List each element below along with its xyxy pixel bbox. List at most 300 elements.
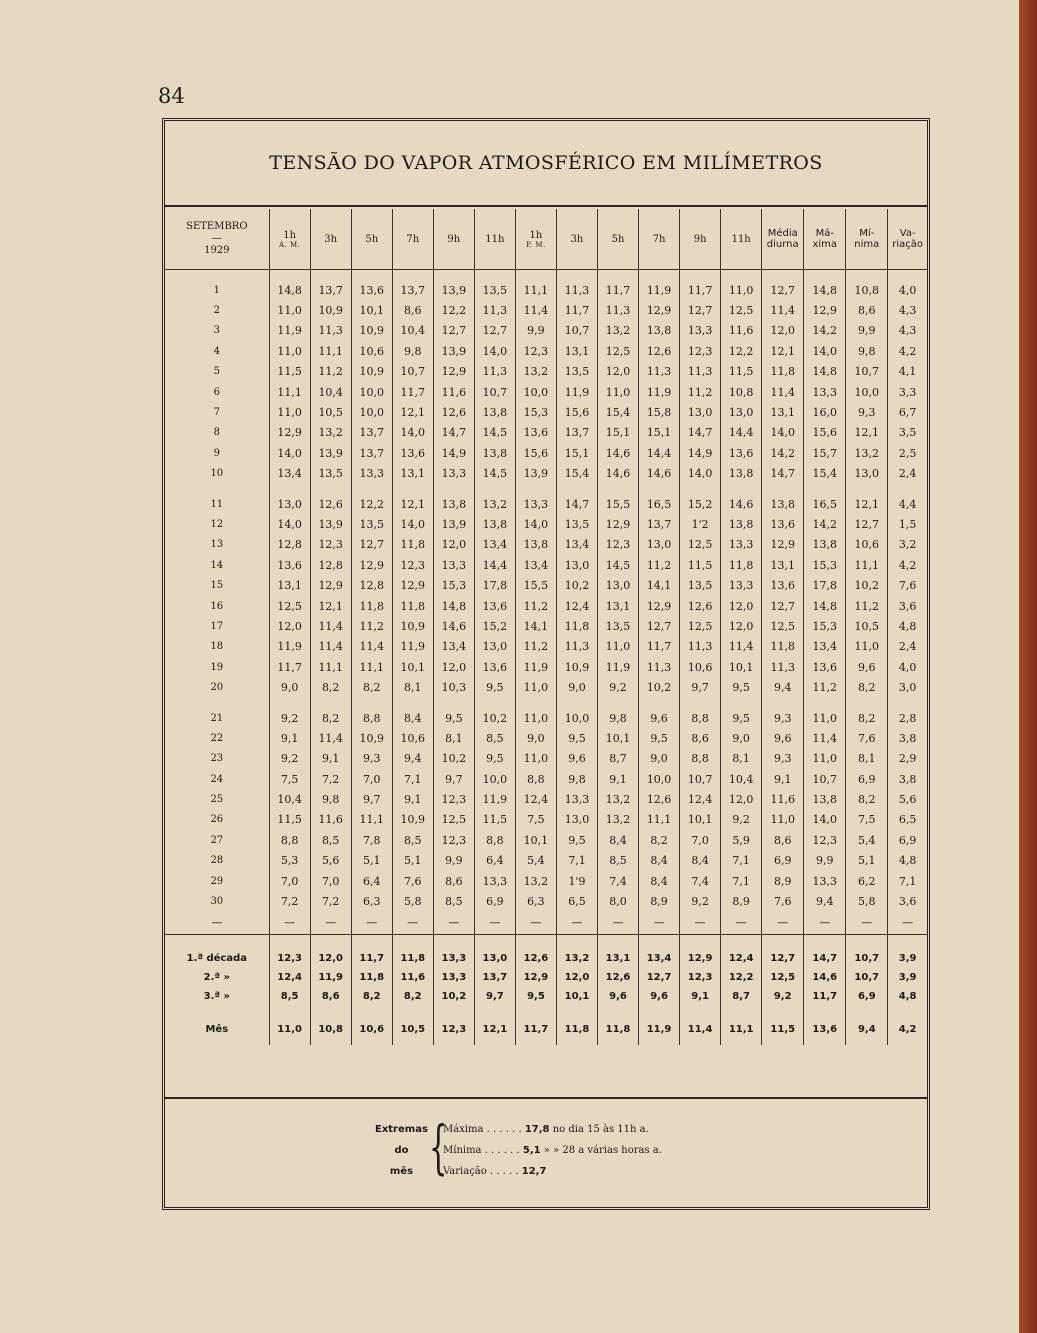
value-cell: 8,5 — [433, 891, 474, 911]
value-cell: 11,4 — [680, 1006, 721, 1045]
value-cell: 10,4 — [721, 769, 762, 789]
value-cell: 11,7 — [639, 637, 680, 657]
value-cell: 14,8 — [804, 270, 846, 301]
value-cell: 6,4 — [474, 851, 515, 871]
value-cell: 9,0 — [269, 677, 310, 697]
value-cell: 12,0 — [556, 968, 597, 987]
value-cell: 3,6 — [888, 596, 927, 616]
value-cell: 11,0 — [721, 270, 762, 301]
value-cell: 10,0 — [474, 769, 515, 789]
value-cell: 11,0 — [804, 749, 846, 769]
value-cell: 13,1 — [556, 341, 597, 361]
value-cell: 9,3 — [351, 749, 392, 769]
value-cell: 11,0 — [598, 637, 639, 657]
value-cell: 7,8 — [351, 830, 392, 850]
header-3am: 3h — [310, 209, 351, 270]
title-box — [165, 121, 927, 207]
value-cell: 12,1 — [846, 484, 888, 514]
value-cell: 4,2 — [888, 555, 927, 575]
value-cell: 9,7 — [433, 769, 474, 789]
value-cell: 8,8 — [351, 698, 392, 728]
value-cell: 11,3 — [310, 321, 351, 341]
value-cell: 11,6 — [310, 810, 351, 830]
value-cell: 11,7 — [515, 1006, 556, 1045]
value-cell: 10,7 — [392, 362, 433, 382]
row-label: 7 — [213, 407, 220, 419]
value-cell: 13,6 — [515, 423, 556, 443]
value-cell: 4,2 — [888, 1006, 927, 1045]
value-cell: 11,7 — [804, 987, 846, 1006]
value-cell: 6,3 — [515, 891, 556, 911]
value-cell: 10,0 — [639, 769, 680, 789]
day-row — [165, 514, 927, 534]
value-cell: 4,3 — [888, 321, 927, 341]
value-cell: 5,8 — [846, 891, 888, 911]
value-cell: 12,9 — [351, 555, 392, 575]
value-cell: 10,7 — [846, 362, 888, 382]
value-cell: 12,1 — [762, 341, 804, 361]
value-cell: 13,2 — [598, 810, 639, 830]
value-cell: 11,3 — [680, 362, 721, 382]
value-cell: 11,4 — [310, 616, 351, 636]
value-cell: 12,6 — [639, 341, 680, 361]
value-cell: 10,1 — [556, 987, 597, 1006]
value-cell: 10,8 — [846, 270, 888, 301]
value-cell: 11,8 — [392, 934, 433, 968]
value-cell: 13,3 — [474, 871, 515, 891]
value-cell: 10,5 — [310, 402, 351, 422]
value-cell: 10,4 — [392, 321, 433, 341]
value-cell: 12,8 — [310, 555, 351, 575]
extremes-lines — [443, 1119, 662, 1182]
value-cell: 11,9 — [310, 968, 351, 987]
table-body — [165, 270, 927, 1045]
value-cell: 9,4 — [846, 1006, 888, 1045]
value-cell: 13,9 — [515, 464, 556, 484]
value-cell: 10,7 — [846, 968, 888, 987]
dash-cell: — — [392, 912, 433, 935]
value-cell: 9,0 — [556, 677, 597, 697]
value-cell: 9,5 — [474, 749, 515, 769]
day-row — [165, 270, 927, 301]
value-cell: 13,5 — [598, 616, 639, 636]
value-cell: 10,7 — [474, 382, 515, 402]
value-cell: 11,8 — [762, 362, 804, 382]
value-cell: 13,5 — [310, 464, 351, 484]
value-cell: 8,5 — [392, 830, 433, 850]
value-cell: 12,6 — [639, 789, 680, 809]
value-cell: 10,0 — [351, 402, 392, 422]
extremes-brace: { — [429, 1113, 448, 1181]
value-cell: 11,4 — [351, 637, 392, 657]
value-cell: 6,3 — [351, 891, 392, 911]
value-cell: 8,2 — [846, 698, 888, 728]
value-cell: 12,8 — [351, 575, 392, 595]
value-cell: 10,0 — [846, 382, 888, 402]
value-cell: 11,9 — [639, 270, 680, 301]
value-cell: 12,3 — [680, 968, 721, 987]
value-cell: 10,5 — [846, 616, 888, 636]
value-cell: 14,7 — [556, 484, 597, 514]
value-cell: 14,7 — [680, 423, 721, 443]
value-cell: 14,0 — [762, 423, 804, 443]
value-cell: 2,8 — [888, 698, 927, 728]
dash-cell: — — [211, 916, 223, 930]
row-label: 5 — [213, 366, 220, 378]
value-cell: 15,4 — [804, 464, 846, 484]
value-cell: 8,6 — [680, 728, 721, 748]
value-cell: 14,7 — [762, 464, 804, 484]
value-cell: 3,8 — [888, 728, 927, 748]
value-cell: 13,9 — [433, 514, 474, 534]
value-cell: 9,2 — [680, 891, 721, 911]
value-cell: 14,0 — [515, 514, 556, 534]
row-label: 27 — [210, 834, 224, 846]
value-cell: 14,0 — [392, 514, 433, 534]
value-cell: 12,3 — [433, 1006, 474, 1045]
value-cell: 8,2 — [351, 987, 392, 1006]
value-cell: 13,9 — [310, 443, 351, 463]
extreme-var-value: 12,7 — [521, 1166, 547, 1177]
value-cell: 14,0 — [474, 341, 515, 361]
day-row — [165, 851, 927, 871]
extreme-var-label: Variação . . . . . — [443, 1166, 519, 1177]
value-cell: 12,3 — [433, 789, 474, 809]
day-row — [165, 362, 927, 382]
value-cell: 8,2 — [392, 987, 433, 1006]
value-cell: 1'9 — [556, 871, 597, 891]
value-cell: 11,6 — [392, 968, 433, 987]
value-cell: 14,5 — [474, 423, 515, 443]
value-cell: 11,3 — [762, 657, 804, 677]
value-cell: 10,0 — [556, 698, 597, 728]
value-cell: 8,8 — [269, 830, 310, 850]
value-cell: 11,5 — [762, 1006, 804, 1045]
value-cell: 11,8 — [556, 616, 597, 636]
value-cell: 10,6 — [392, 728, 433, 748]
value-cell: 12,7 — [433, 321, 474, 341]
value-cell: 13,4 — [556, 535, 597, 555]
value-cell: 11,9 — [515, 657, 556, 677]
day-row — [165, 749, 927, 769]
value-cell: 9,8 — [846, 341, 888, 361]
value-cell: 12,5 — [721, 300, 762, 320]
value-cell: 11,1 — [351, 810, 392, 830]
value-cell: 12,0 — [721, 596, 762, 616]
value-cell: 8,5 — [269, 987, 310, 1006]
dash-cell: — — [762, 912, 804, 935]
value-cell: 6,9 — [762, 851, 804, 871]
value-cell: 15,7 — [804, 443, 846, 463]
value-cell: 12,9 — [310, 575, 351, 595]
value-cell: 7,6 — [762, 891, 804, 911]
day-row — [165, 871, 927, 891]
vapor-pressure-table — [165, 209, 927, 1045]
value-cell: 13,6 — [762, 575, 804, 595]
value-cell: 12,4 — [515, 789, 556, 809]
value-cell: 5,1 — [392, 851, 433, 871]
value-cell: 9,5 — [515, 987, 556, 1006]
row-label: 19 — [210, 661, 224, 673]
value-cell: 13,8 — [474, 443, 515, 463]
value-cell: 14,5 — [474, 464, 515, 484]
value-cell: 12,5 — [433, 810, 474, 830]
row-label: 3 — [213, 325, 220, 337]
value-cell: 11,0 — [846, 637, 888, 657]
day-row — [165, 698, 927, 728]
page-title: TENSÃO DO VAPOR ATMOSFÉRICO EM MILÍMETROS — [269, 152, 823, 174]
value-cell: 13,3 — [433, 934, 474, 968]
value-cell: 12,5 — [762, 968, 804, 987]
value-cell: 14,0 — [269, 514, 310, 534]
value-cell: 11,5 — [269, 810, 310, 830]
value-cell: 13,7 — [310, 270, 351, 301]
value-cell: 8,7 — [721, 987, 762, 1006]
value-cell: 14,6 — [639, 464, 680, 484]
value-cell: 12,0 — [310, 934, 351, 968]
value-cell: 12,0 — [721, 789, 762, 809]
value-cell: 10,1 — [680, 810, 721, 830]
value-cell: 9,8 — [392, 341, 433, 361]
value-cell: 3,9 — [888, 934, 927, 968]
value-cell: 9,7 — [474, 987, 515, 1006]
value-cell: 11,1 — [639, 810, 680, 830]
value-cell: 4,8 — [888, 616, 927, 636]
extremes-label-2: do — [394, 1145, 409, 1156]
value-cell: 3,8 — [888, 769, 927, 789]
value-cell: 11,9 — [556, 382, 597, 402]
value-cell: 12,5 — [680, 616, 721, 636]
dash-row — [165, 912, 927, 935]
value-cell: 12,6 — [310, 484, 351, 514]
value-cell: 8,8 — [474, 830, 515, 850]
value-cell: 4,1 — [888, 362, 927, 382]
value-cell: 11,2 — [846, 596, 888, 616]
value-cell: 11,3 — [598, 300, 639, 320]
value-cell: 13,3 — [515, 484, 556, 514]
value-cell: 10,7 — [556, 321, 597, 341]
value-cell: 12,0 — [721, 616, 762, 636]
value-cell: 7,4 — [598, 871, 639, 891]
value-cell: 10,9 — [556, 657, 597, 677]
extreme-min-line — [443, 1140, 662, 1161]
value-cell: 15,3 — [515, 402, 556, 422]
day-row — [165, 810, 927, 830]
value-cell: 13,0 — [846, 464, 888, 484]
value-cell: 9,5 — [556, 830, 597, 850]
value-cell: 7,5 — [846, 810, 888, 830]
value-cell: 15,6 — [515, 443, 556, 463]
day-row — [165, 596, 927, 616]
value-cell: 9,4 — [804, 891, 846, 911]
value-cell: 11,9 — [392, 637, 433, 657]
value-cell: 9,5 — [433, 698, 474, 728]
value-cell: 9,1 — [762, 769, 804, 789]
value-cell: 11,0 — [515, 698, 556, 728]
value-cell: 13,0 — [474, 934, 515, 968]
value-cell: 13,2 — [846, 443, 888, 463]
value-cell: 16,5 — [804, 484, 846, 514]
value-cell: 15,6 — [556, 402, 597, 422]
value-cell: 11,8 — [598, 1006, 639, 1045]
header-1am: 1h A. M. — [269, 209, 310, 270]
value-cell: 8,0 — [598, 891, 639, 911]
value-cell: 11,3 — [680, 637, 721, 657]
value-cell: 9,2 — [721, 810, 762, 830]
value-cell: 11,6 — [433, 382, 474, 402]
value-cell: 8,9 — [762, 871, 804, 891]
value-cell: 12,7 — [474, 321, 515, 341]
value-cell: 11,4 — [762, 382, 804, 402]
value-cell: 10,1 — [721, 657, 762, 677]
value-cell: 10,9 — [351, 728, 392, 748]
dash-cell: — — [351, 912, 392, 935]
value-cell: 14,8 — [804, 362, 846, 382]
value-cell: 11,3 — [474, 362, 515, 382]
value-cell: 11,6 — [721, 321, 762, 341]
row-label: 18 — [210, 641, 224, 653]
value-cell: 13,3 — [680, 321, 721, 341]
value-cell: 8,1 — [392, 677, 433, 697]
value-cell: 11,9 — [598, 657, 639, 677]
value-cell: 11,4 — [804, 728, 846, 748]
value-cell: 12,9 — [433, 362, 474, 382]
value-cell: 7,5 — [269, 769, 310, 789]
value-cell: 2,9 — [888, 749, 927, 769]
value-cell: 12,3 — [515, 341, 556, 361]
day-row — [165, 830, 927, 850]
value-cell: 11,5 — [721, 362, 762, 382]
value-cell: 11,2 — [804, 677, 846, 697]
value-cell: 12,3 — [598, 535, 639, 555]
value-cell: 13,6 — [721, 443, 762, 463]
value-cell: 11,7 — [351, 934, 392, 968]
extreme-max-label: Máxima . . . . . . — [443, 1124, 522, 1135]
day-row — [165, 382, 927, 402]
row-label: 21 — [210, 712, 224, 724]
page-number: 84 — [158, 84, 185, 108]
value-cell: 12,3 — [310, 535, 351, 555]
value-cell: 12,6 — [598, 968, 639, 987]
row-label: 2 — [213, 305, 220, 317]
value-cell: 11,2 — [310, 362, 351, 382]
value-cell: 13,6 — [804, 657, 846, 677]
extremes-section — [165, 1097, 927, 1209]
value-cell: 11,5 — [680, 555, 721, 575]
value-cell: 10,6 — [351, 1006, 392, 1045]
value-cell: 8,8 — [680, 749, 721, 769]
value-cell: 7,2 — [310, 769, 351, 789]
month-summary-row — [165, 1006, 927, 1045]
value-cell: 11,4 — [515, 300, 556, 320]
header-year: 1929 — [204, 245, 230, 256]
value-cell: 8,2 — [846, 789, 888, 809]
value-cell: 13,2 — [515, 362, 556, 382]
value-cell: 11,2 — [515, 596, 556, 616]
row-label: 6 — [213, 386, 220, 398]
value-cell: 10,7 — [846, 934, 888, 968]
value-cell: 11,9 — [474, 789, 515, 809]
value-cell: 12,0 — [433, 535, 474, 555]
value-cell: 8,6 — [846, 300, 888, 320]
value-cell: 4,2 — [888, 341, 927, 361]
value-cell: 11,3 — [639, 657, 680, 677]
value-cell: 13,0 — [556, 810, 597, 830]
value-cell: 9,0 — [721, 728, 762, 748]
value-cell: 13,8 — [721, 514, 762, 534]
extreme-var-line — [443, 1161, 662, 1182]
value-cell: 8,2 — [310, 677, 351, 697]
value-cell: 9,1 — [680, 987, 721, 1006]
row-label: 9 — [213, 447, 220, 459]
value-cell: 13,5 — [556, 362, 597, 382]
value-cell: 14,2 — [804, 514, 846, 534]
value-cell: 13,3 — [804, 382, 846, 402]
row-label: 30 — [210, 896, 224, 908]
header-7pm: 7h — [639, 209, 680, 270]
value-cell: 13,6 — [762, 514, 804, 534]
value-cell: 13,1 — [598, 934, 639, 968]
value-cell: 11,8 — [392, 535, 433, 555]
value-cell: 7,0 — [680, 830, 721, 850]
value-cell: 13,7 — [639, 514, 680, 534]
value-cell: 5,4 — [515, 851, 556, 871]
value-cell: 11,8 — [762, 637, 804, 657]
value-cell: 10,2 — [639, 677, 680, 697]
value-cell: 11,1 — [515, 270, 556, 301]
value-cell: 12,7 — [639, 616, 680, 636]
value-cell: 8,7 — [598, 749, 639, 769]
value-cell: 8,4 — [680, 851, 721, 871]
value-cell: 8,6 — [762, 830, 804, 850]
value-cell: 13,5 — [680, 575, 721, 595]
value-cell: 6,9 — [888, 830, 927, 850]
row-label: Mês — [205, 1023, 229, 1035]
value-cell: 11,4 — [721, 637, 762, 657]
day-row — [165, 555, 927, 575]
value-cell: 9,3 — [846, 402, 888, 422]
value-cell: 6,9 — [474, 891, 515, 911]
value-cell: 8,8 — [680, 698, 721, 728]
value-cell: 8,5 — [598, 851, 639, 871]
row-label: 23 — [210, 753, 224, 765]
value-cell: 6,5 — [888, 810, 927, 830]
value-cell: 8,2 — [846, 677, 888, 697]
value-cell: 13,2 — [474, 484, 515, 514]
decade-summary-row — [165, 987, 927, 1006]
value-cell: 12,2 — [721, 968, 762, 987]
value-cell: 5,8 — [392, 891, 433, 911]
value-cell: 9,9 — [804, 851, 846, 871]
value-cell: 13,3 — [804, 871, 846, 891]
value-cell: 11,8 — [556, 1006, 597, 1045]
value-cell: 11,1 — [310, 657, 351, 677]
value-cell: 6,7 — [888, 402, 927, 422]
value-cell: 7,1 — [888, 871, 927, 891]
value-cell: 15,5 — [598, 484, 639, 514]
value-cell: 9,5 — [721, 698, 762, 728]
value-cell: 10,9 — [392, 810, 433, 830]
day-row — [165, 616, 927, 636]
value-cell: 12,5 — [680, 535, 721, 555]
value-cell: 13,8 — [639, 321, 680, 341]
row-label: 24 — [210, 773, 224, 785]
value-cell: 13,8 — [804, 789, 846, 809]
header-month-name: SETEMBRO — [186, 221, 248, 232]
header-row — [165, 209, 927, 270]
value-cell: 13,7 — [556, 423, 597, 443]
value-cell: 13,1 — [392, 464, 433, 484]
